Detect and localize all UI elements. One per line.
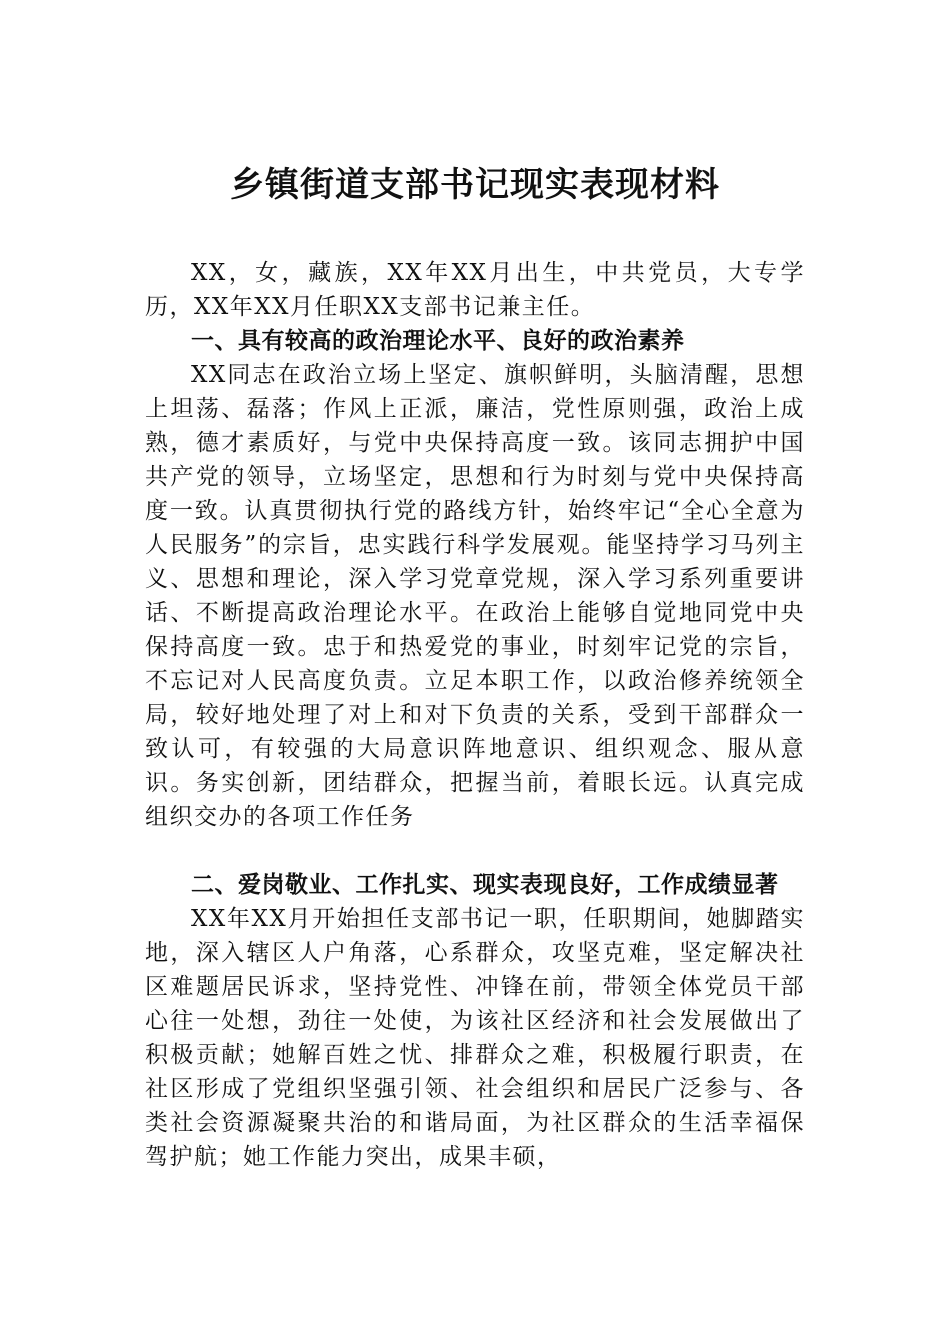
section1-heading: 一、具有较高的政治理论水平、良好的政治素养 bbox=[191, 328, 685, 354]
section1-paragraph: XX同志在政治立场上坚定、旗帜鲜明，头脑清醒，思想上坦荡、磊落；作风上正派，廉洁，党性原则强，政治上成熟，德才素质好，与党中央保持高度一致。该同志拥护中国共产党的领导，立场坚定，思想和行为时刻与党中央保持高度一致。认真贯彻执行党的路线方针，始终牢记“全心全意为人民服务”的宗旨，忠实践行科学发展观。能坚持学习马列主义、思想和理论，深入学习党章党规，深入学习系列重要讲话、不断提高政治理论水平。在政治上能够自觉地同党中央保持高度一致。忠于和热爱党的事业，时刻牢记党的宗旨，不忘记对人民高度负责。立足本职工作，以政治修养统领全局，较好地处理了对上和对下负责的关系，受到干部群众一致认可，有较强的大局意识阵地意识、组织观念、服从意识。务实创新，团结群众，把握当前，着眼长远。认真完成组织交办的各项工作任务 bbox=[145, 362, 805, 830]
section-spacer bbox=[145, 834, 805, 868]
section2-heading: 二、爱岗敬业、工作扎实、现实表现良好，工作成绩显著 bbox=[191, 872, 779, 898]
intro-paragraph: XX，女，藏族，XX年XX月出生，中共党员，大专学历，XX年XX月任职XX支部书记兼主任。 bbox=[145, 260, 805, 320]
document-title: 乡镇街道支部书记现实表现材料 bbox=[230, 165, 720, 205]
section2-paragraph: XX年XX月开始担任支部书记一职，任职期间，她脚踏实地，深入辖区人户角落，心系群众，攻坚克难，坚定解决社区难题居民诉求，坚持党性、冲锋在前，带领全体党员干部心往一处想，劲往一处使，为该社区经济和社会发展做出了积极贡献；她解百姓之忧、排群众之难，积极履行职责，在社区形成了党组织坚强引领、社会组织和居民广泛参与、各类社会资源凝聚共治的和谐局面，为社区群众的生活幸福保驾护航；她工作能力突出，成果丰硕， bbox=[145, 906, 805, 1170]
document-body bbox=[145, 256, 805, 1174]
